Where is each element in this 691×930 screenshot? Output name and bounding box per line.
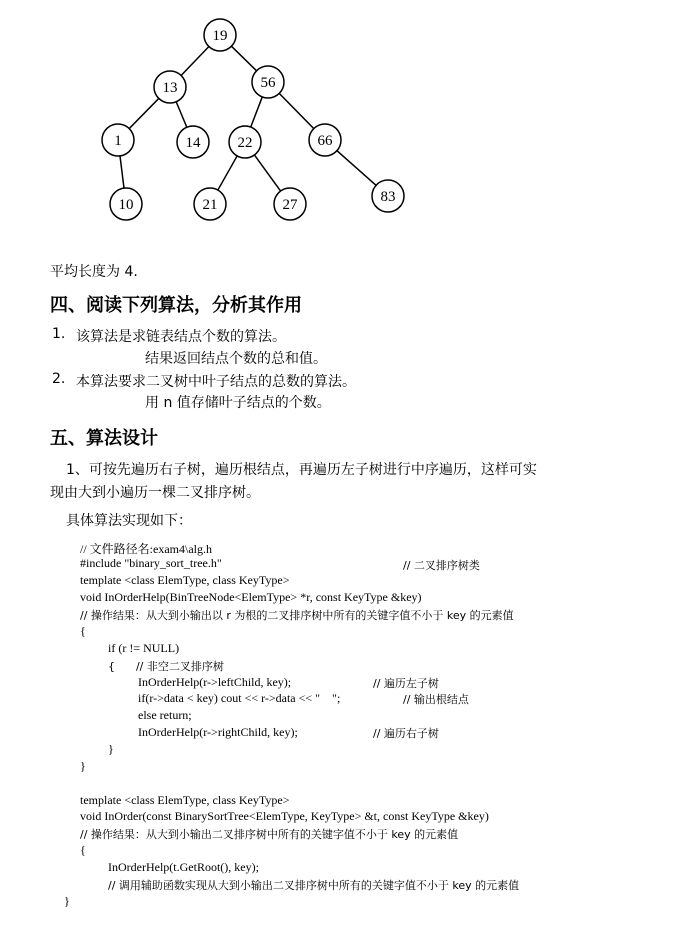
tree-node <box>154 71 186 103</box>
tree-node <box>204 19 236 51</box>
tree-edge <box>279 93 314 128</box>
code-line: InOrderHelp(r->rightChild, key); <box>138 725 298 739</box>
section4-title: 四、阅读下列算法，分析其作用 <box>50 295 302 316</box>
tree-node-label: 56 <box>260 75 276 91</box>
tree-node-label: 19 <box>212 28 228 44</box>
item2-num: 2. <box>52 371 66 387</box>
tree-edge <box>231 46 256 71</box>
tree-node <box>110 188 142 220</box>
code-line: InOrderHelp(t.GetRoot(), key); <box>108 860 259 874</box>
para2: 现由大到小遍历一棵二叉排序树。 <box>50 485 260 501</box>
code-line: else return; <box>138 708 192 722</box>
section5-title: 五、算法设计 <box>50 428 158 449</box>
tree-edge <box>181 47 209 76</box>
code-line: } <box>64 894 70 908</box>
tree-node-label: 22 <box>237 135 253 151</box>
code-line: // 操作结果：从大到小输出二叉排序树中所有的关键字值不小于 key 的元素值 <box>80 828 459 841</box>
code-line: if (r != NULL) <box>108 641 180 655</box>
code-comment: // 二叉排序树类 <box>403 559 480 572</box>
tree-node-label: 14 <box>185 135 201 151</box>
code-comment: // 遍历右子树 <box>373 727 439 740</box>
code-line: void InOrder(const BinarySortTree<ElemType, KeyType> &t, const KeyType &key) <box>80 809 489 823</box>
tree-node <box>229 126 261 158</box>
tree-node-label: 1 <box>114 133 122 149</box>
item2-text: 本算法要求二叉树中叶子结点的总数的算法。 <box>76 374 356 390</box>
tree-edge <box>176 102 187 127</box>
tree-node <box>372 180 404 212</box>
code-comment: // 输出根结点 <box>403 693 469 706</box>
tree-node <box>177 126 209 158</box>
code-line: #include "binary_sort_tree.h" <box>80 556 222 570</box>
tree-node <box>274 188 306 220</box>
item1-num: 1. <box>52 326 66 342</box>
tree-node-label: 66 <box>317 133 333 149</box>
tree-node-label: 13 <box>162 80 178 96</box>
code-comment: // 遍历左子树 <box>373 677 439 690</box>
tree-node-label: 83 <box>380 189 396 205</box>
tree-node <box>194 188 226 220</box>
code-line: { <box>80 843 86 857</box>
code-line: if(r->data < key) cout << r->data << " "; <box>138 691 341 705</box>
binary-tree-diagram <box>0 0 691 240</box>
tree-node <box>102 124 134 156</box>
item2-sub: 用 n 值存储叶子结点的个数。 <box>145 395 331 411</box>
code-line: template <class ElemType, class KeyType> <box>80 793 290 807</box>
tree-edge <box>120 156 124 188</box>
tree-edge <box>129 98 159 128</box>
para1: 1、可按先遍历右子树，遍历根结点，再遍历左子树进行中序遍历，这样可实 <box>66 462 537 478</box>
tree-node-label: 21 <box>202 197 218 213</box>
tree-edge <box>251 97 263 127</box>
code-line: } <box>80 759 86 773</box>
code-line: } <box>108 742 114 756</box>
code-line: // 操作结果：从大到小输出以 r 为根的二叉排序树中所有的关键字值不小于 key 的元素值 <box>80 609 514 622</box>
code-line: template <class ElemType, class KeyType> <box>80 573 290 587</box>
tree-edge <box>218 156 237 190</box>
tree-node <box>309 124 341 156</box>
tree-node-label: 27 <box>282 197 298 213</box>
code-line: InOrderHelp(r->leftChild, key); <box>138 675 292 689</box>
code-line: // 文件路径名:exam4\alg.h <box>80 542 212 556</box>
item1-sub: 结果返回结点个数的总和值。 <box>145 351 327 367</box>
code-line: void InOrderHelp(BinTreeNode<ElemType> *r, const KeyType &key) <box>80 590 422 604</box>
average-length: 平均长度为 4. <box>50 264 138 280</box>
tree-node-label: 10 <box>118 197 134 213</box>
tree-edge <box>337 151 376 186</box>
code-line: { // 非空二叉排序树 <box>108 660 224 673</box>
item1-text: 该算法是求链表结点个数的算法。 <box>76 329 286 345</box>
para3: 具体算法实现如下： <box>66 513 192 529</box>
tree-edge <box>254 155 280 191</box>
tree-node <box>252 66 284 98</box>
code-line: // 调用辅助函数实现从大到小输出二叉排序树中所有的关键字值不小于 key 的元素值 <box>108 879 520 892</box>
code-line: { <box>80 624 86 638</box>
